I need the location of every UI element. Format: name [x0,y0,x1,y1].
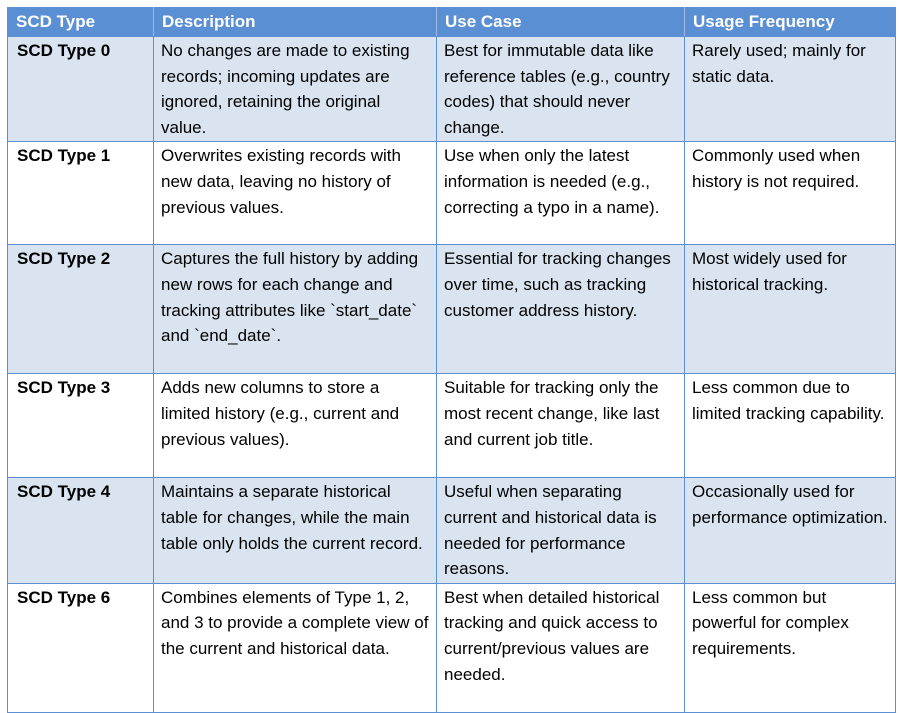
cell-usage-frequency: Most widely used for historical tracking. [685,245,896,374]
table-row [8,478,896,583]
cell-usage-frequency: Commonly used when history is not required. [685,142,896,245]
cell-description: Overwrites existing records with new data, leaving no history of previous values. [154,142,437,245]
scd-types-table [7,7,896,713]
table-row [8,245,896,374]
cell-description: No changes are made to existing records; incoming updates are ignored, retaining the original value. [154,37,437,142]
header-usage-frequency: Usage Frequency [685,8,896,37]
header-description: Description [154,8,437,37]
cell-description: Combines elements of Type 1, 2, and 3 to provide a complete view of the current and historical data. [154,583,437,712]
header-row [8,8,896,37]
cell-usage-frequency: Rarely used; mainly for static data. [685,37,896,142]
cell-scd-type: SCD Type 2 [8,245,154,374]
header-scd-type: SCD Type [8,8,154,37]
cell-use-case: Suitable for tracking only the most recent change, like last and current job title. [437,374,685,478]
table-header [8,8,896,37]
cell-scd-type: SCD Type 1 [8,142,154,245]
table-body [8,37,896,713]
cell-use-case: Essential for tracking changes over time, such as tracking customer address history. [437,245,685,374]
cell-scd-type: SCD Type 0 [8,37,154,142]
cell-use-case: Useful when separating current and historical data is needed for performance reasons. [437,478,685,583]
cell-scd-type: SCD Type 6 [8,583,154,712]
table-row [8,374,896,478]
cell-scd-type: SCD Type 3 [8,374,154,478]
header-use-case: Use Case [437,8,685,37]
table-row [8,583,896,712]
table-row [8,37,896,142]
cell-scd-type: SCD Type 4 [8,478,154,583]
cell-description: Adds new columns to store a limited history (e.g., current and previous values). [154,374,437,478]
cell-description: Captures the full history by adding new rows for each change and tracking attributes like `start_date` and `end_date`. [154,245,437,374]
cell-usage-frequency: Occasionally used for performance optimization. [685,478,896,583]
cell-usage-frequency: Less common due to limited tracking capability. [685,374,896,478]
cell-use-case: Best when detailed historical tracking and quick access to current/previous values are needed. [437,583,685,712]
cell-use-case: Use when only the latest information is needed (e.g., correcting a typo in a name). [437,142,685,245]
cell-description: Maintains a separate historical table for changes, while the main table only holds the current record. [154,478,437,583]
cell-usage-frequency: Less common but powerful for complex requirements. [685,583,896,712]
cell-use-case: Best for immutable data like reference tables (e.g., country codes) that should never change. [437,37,685,142]
table-row [8,142,896,245]
